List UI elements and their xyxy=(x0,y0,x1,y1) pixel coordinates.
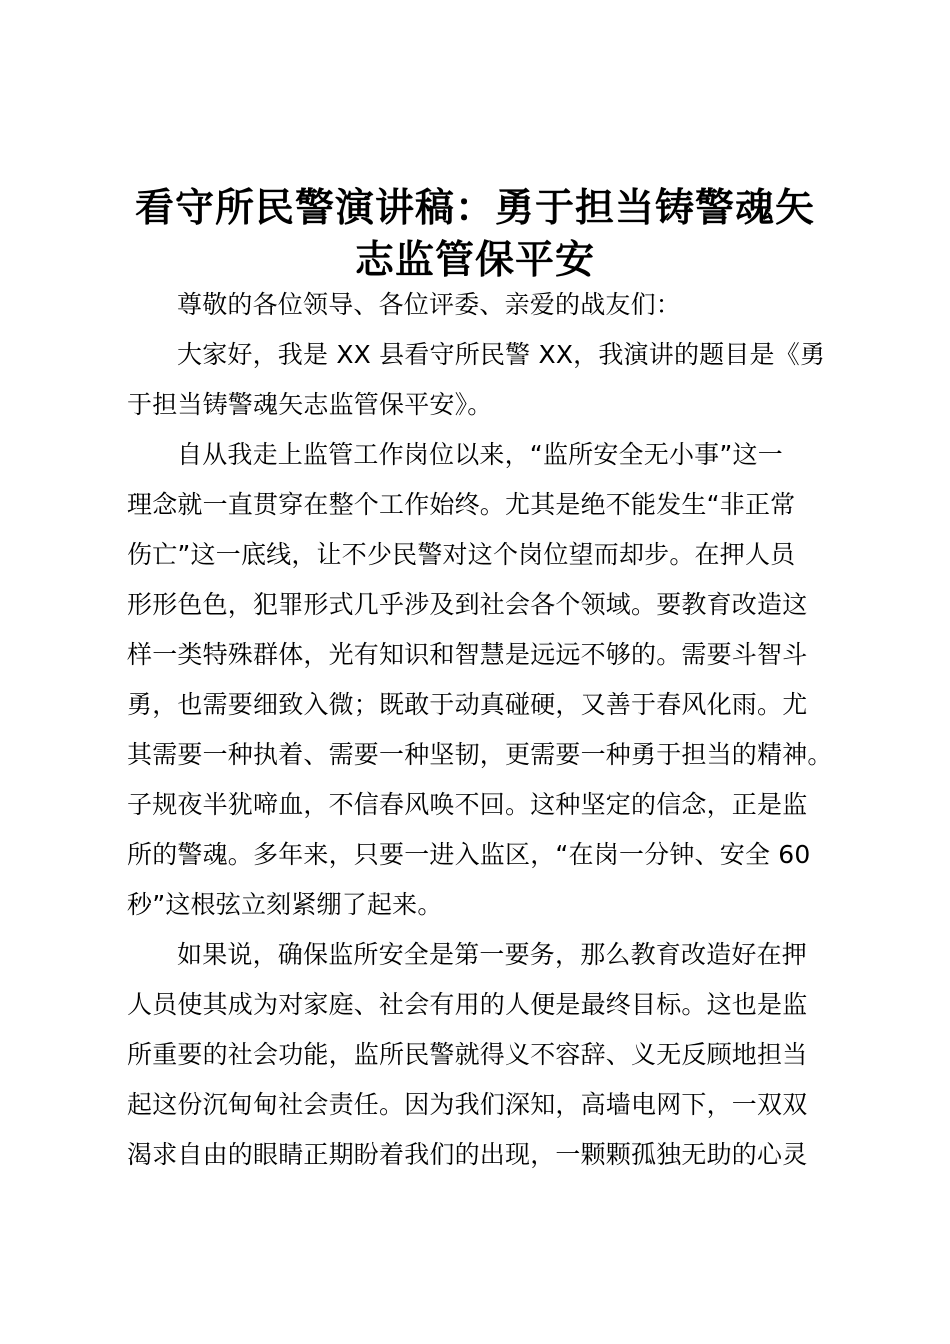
text-line: 于担当铸警魂矢志监管保平安》。 xyxy=(127,390,493,419)
text-line: 子规夜半犹啼血，不信春风唤不回。这种坚定的信念，正是监 xyxy=(127,790,808,819)
text-line: 伤亡”这一底线，让不少民警对这个岗位望而却步。在押人员 xyxy=(127,540,796,569)
text-line: 如果说，确保监所安全是第一要务，那么教育改造好在押 xyxy=(177,940,808,969)
text-line: 自从我走上监管工作岗位以来，“监所安全无小事”这一 xyxy=(177,440,783,469)
document-body xyxy=(127,280,847,1180)
text-line: 样一类特殊群体，光有知识和智慧是远远不够的。需要斗智斗 xyxy=(127,640,808,669)
text-line: 尊敬的各位领导、各位评委、亲爱的战友们： xyxy=(177,290,682,319)
document-title xyxy=(110,182,840,286)
text-line: 人员使其成为对家庭、社会有用的人便是最终目标。这也是监 xyxy=(127,990,808,1019)
text-line: 理念就一直贯穿在整个工作始终。尤其是绝不能发生“非正常 xyxy=(127,490,796,519)
text-line: 秒”这根弦立刻紧绷了起来。 xyxy=(127,890,443,919)
text-line: 形形色色，犯罪形式几乎涉及到社会各个领域。要教育改造这 xyxy=(127,590,808,619)
paragraph-body-2 xyxy=(127,930,847,1180)
text-line: 大家好，我是 XX 县看守所民警 XX，我演讲的题目是《勇 xyxy=(177,340,826,369)
title-line: 志监管保平安 xyxy=(354,237,595,283)
paragraph-salutation xyxy=(127,280,847,330)
text-line: 其需要一种执着、需要一种坚韧，更需要一种勇于担当的精神。 xyxy=(127,740,833,769)
text-line: 所重要的社会功能，监所民警就得义不容辞、义无反顾地担当 xyxy=(127,1040,808,1069)
text-line: 起这份沉甸甸社会责任。因为我们深知，高墙电网下，一双双 xyxy=(127,1090,808,1119)
text-line: 渴求自由的眼睛正期盼着我们的出现，一颗颗孤独无助的心灵 xyxy=(127,1140,808,1169)
text-line: 所的警魂。多年来，只要一进入监区，“在岗一分钟、安全 60 xyxy=(127,840,811,869)
paragraph-body-1 xyxy=(127,430,847,930)
text-line: 勇，也需要细致入微；既敢于动真碰硬，又善于春风化雨。尤 xyxy=(127,690,808,719)
paragraph-greeting xyxy=(127,330,847,430)
title-line: 看守所民警演讲稿：勇于担当铸警魂矢 xyxy=(134,185,815,231)
